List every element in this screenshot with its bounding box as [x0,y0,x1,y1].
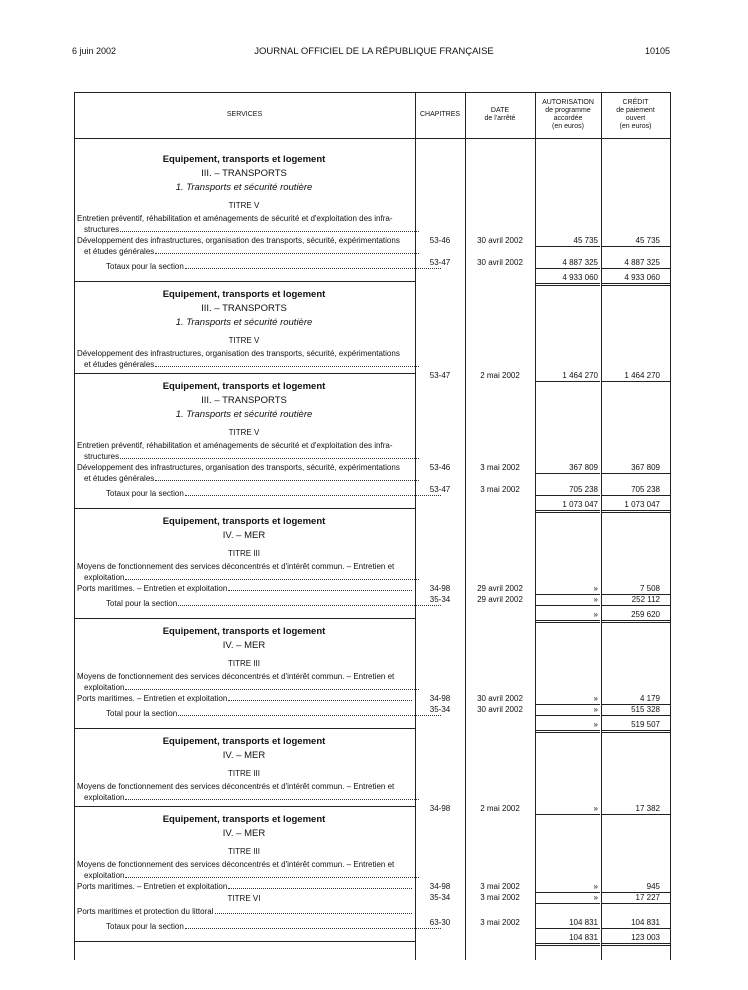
titre-label: TITRE III [228,769,260,778]
credit-cell: 367 809 [602,462,670,474]
total-autorisation: 104 831 [536,932,600,946]
service-row [74,440,670,451]
titre-label: TITRE VI [227,894,261,903]
date-cell: 29 avril 2002 [477,595,523,604]
total-autorisation: 1 073 047 [536,499,600,513]
service-label [74,572,420,583]
service-row [74,781,670,792]
credit-cell: 1 464 270 [602,370,670,382]
service-label-text: structures [84,452,120,461]
credit-cell: 7 508 [602,583,670,595]
dot-leader [228,693,412,701]
service-row [74,561,670,572]
total-row [74,921,670,942]
credit-cell: 104 831 [602,917,670,929]
dot-leader [185,261,441,269]
header-date: 6 juin 2002 [72,46,117,56]
titre-label: TITRE III [228,659,260,668]
section-division: IV. – MER [222,640,266,651]
chapitre-cell: 35-34 [429,595,451,604]
service-label-text: et études générales [84,247,155,256]
service-row [74,671,670,682]
service-label-line: Moyens de fonctionnement des services déconcentrés et d'intérêt commun. – Entretien et [77,672,395,681]
service-row [74,462,670,473]
dot-leader [155,359,419,367]
block-rule [74,941,415,942]
col-header-chapitres: CHAPITRES [419,111,461,118]
total-label-text: Totaux pour la section [106,489,184,498]
total-credit: 123 003 [602,932,670,946]
service-label-line: Développement des infrastructures, organisation des transports, sécurité, expérimentations [77,236,400,245]
dot-leader [228,583,412,591]
total-label [74,261,442,272]
autorisation-cell: » [536,704,600,716]
section-ministry: Equipement, transports et logement [162,516,326,527]
total-credit: 519 507 [602,719,670,733]
service-label-line: Moyens de fonctionnement des services déconcentrés et d'intérêt commun. – Entretien et [77,860,395,869]
date-cell: 30 avril 2002 [477,258,523,267]
credit-cell: 4 887 325 [602,257,670,269]
credit-cell: 17 382 [602,803,670,815]
dot-leader [215,906,413,914]
titre-label: TITRE V [228,428,260,437]
total-label [74,921,442,932]
date-cell: 29 avril 2002 [477,584,523,593]
service-label [74,682,420,693]
credit-cell: 515 328 [602,704,670,716]
date-cell: 3 mai 2002 [480,485,520,494]
service-row [74,859,670,870]
service-label-line: Moyens de fonctionnement des services déconcentrés et d'intérêt commun. – Entretien et [77,782,395,791]
section-program: 1. Transports et sécurité routière [175,317,313,328]
service-label-text: Ports maritimes. – Entretien et exploitation [77,584,228,593]
service-label [74,906,413,917]
chapitre-cell: 53-46 [429,463,451,472]
section-division: III. – TRANSPORTS [201,168,287,179]
service-label-text: et études générales [84,360,155,369]
service-label-line: Entretien préventif, réhabilitation et aménagements de sécurité et d'exploitation des infra- [77,214,393,223]
dot-leader [155,246,419,254]
service-label [74,451,420,462]
service-row [74,792,670,813]
autorisation-cell: 367 809 [536,462,600,474]
table-body [74,139,670,942]
chapitre-cell: 34-98 [429,804,451,813]
total-label-text: Total pour la section [106,599,178,608]
service-label-text: et études générales [84,474,155,483]
credit-cell: 945 [602,881,670,893]
dot-leader [120,451,419,459]
total-row [74,708,670,729]
service-label-text: Ports maritimes et protection du littoral [77,907,214,916]
section-division: III. – TRANSPORTS [201,303,287,314]
col-header-date: DATE de l'arrêté [484,107,516,122]
service-label [74,792,420,803]
date-cell: 3 mai 2002 [480,463,520,472]
total-label-text: Total pour la section [106,709,178,718]
date-cell: 30 avril 2002 [477,236,523,245]
autorisation-cell: 4 887 325 [536,257,600,269]
service-label [74,359,420,370]
dot-leader [125,682,419,690]
autorisation-cell: 1 464 270 [536,370,600,382]
dot-leader [185,921,441,929]
dot-leader [178,708,441,716]
total-label [74,488,442,499]
service-label-line: Développement des infrastructures, organisation des transports, sécurité, expérimentations [77,463,400,472]
autorisation-cell: » [536,881,600,893]
titre-label: TITRE III [228,847,260,856]
total-label-text: Totaux pour la section [106,922,184,931]
date-cell: 3 mai 2002 [480,882,520,891]
total-label [74,708,442,719]
page-number: 10105 [644,46,670,56]
dot-leader [155,473,419,481]
service-label [74,693,413,704]
service-label-text: exploitation [84,573,125,582]
total-credit: 259 620 [602,609,670,623]
section-division: III. – TRANSPORTS [201,395,287,406]
section-ministry: Equipement, transports et logement [162,381,326,392]
credits-table [74,92,670,960]
chapitre-cell: 34-98 [429,584,451,593]
section-division: IV. – MER [222,530,266,541]
total-label-text: Totaux pour la section [106,262,184,271]
credit-cell: 17 227 [602,892,670,904]
total-row [74,488,670,509]
credit-cell: 45 735 [602,235,670,247]
service-label-line: Développement des infrastructures, organisation des transports, sécurité, expérimentations [77,349,400,358]
date-cell: 2 mai 2002 [480,804,520,813]
credit-cell: 4 179 [602,693,670,705]
section-ministry: Equipement, transports et logement [162,154,326,165]
section-ministry: Equipement, transports et logement [162,814,326,825]
autorisation-cell: » [536,892,600,904]
spacer [74,139,670,153]
service-row [74,359,670,380]
titre-label: TITRE V [228,201,260,210]
section-program: 1. Transports et sécurité routière [175,409,313,420]
dot-leader [228,881,412,889]
col-rule [670,92,671,960]
chapitre-cell: 35-34 [429,705,451,714]
service-row [74,235,670,246]
service-label-line: Moyens de fonctionnement des services déconcentrés et d'intérêt commun. – Entretien et [77,562,395,571]
col-header-services: SERVICES [226,111,263,118]
autorisation-cell: 45 735 [536,235,600,247]
section-program: 1. Transports et sécurité routière [175,182,313,193]
service-label-text: exploitation [84,871,125,880]
total-label [74,598,442,609]
service-label [74,583,413,594]
chapitre-cell: 34-98 [429,882,451,891]
total-autorisation: » [536,719,600,733]
service-label-text: Ports maritimes. – Entretien et exploitation [77,882,228,891]
section-ministry: Equipement, transports et logement [162,626,326,637]
total-row [74,261,670,282]
chapitre-cell: 53-47 [429,485,451,494]
chapitre-cell: 63-30 [429,918,451,927]
total-credit: 1 073 047 [602,499,670,513]
credit-cell: 252 112 [602,594,670,606]
dot-leader [125,792,419,800]
journal-title: JOURNAL OFFICIEL DE LA RÉPUBLIQUE FRANÇAISE [254,46,494,57]
date-cell: 3 mai 2002 [480,918,520,927]
service-label [74,473,420,484]
service-label [74,224,420,235]
total-autorisation: » [536,609,600,623]
autorisation-cell: » [536,693,600,705]
service-label-line: Entretien préventif, réhabilitation et aménagements de sécurité et d'exploitation des infra- [77,441,393,450]
date-cell: 30 avril 2002 [477,694,523,703]
service-row [74,348,670,359]
service-label [74,881,413,892]
autorisation-cell: 705 238 [536,484,600,496]
chapitre-cell: 53-47 [429,371,451,380]
chapitre-cell: 53-46 [429,236,451,245]
dot-leader [120,224,419,232]
section-ministry: Equipement, transports et logement [162,289,326,300]
section-ministry: Equipement, transports et logement [162,736,326,747]
total-row [74,598,670,619]
service-label-text: exploitation [84,683,125,692]
total-autorisation: 4 933 060 [536,272,600,286]
chapitre-cell: 34-98 [429,694,451,703]
dot-leader [185,488,441,496]
section-division: IV. – MER [222,750,266,761]
titre-label: TITRE V [228,336,260,345]
chapitre-cell: 35-34 [429,893,451,902]
service-label-text: structures [84,225,120,234]
autorisation-cell: » [536,803,600,815]
autorisation-cell: » [536,594,600,606]
section-division: IV. – MER [222,828,266,839]
service-label [74,246,420,257]
service-label [74,870,420,881]
dot-leader [125,572,419,580]
col-header-credit: CRÉDIT de paiement ouvert (en euros) [616,99,655,130]
col-header-autorisation: AUTORISATION de programme accordée (en euros) [542,99,594,130]
date-cell: 3 mai 2002 [480,893,520,902]
service-label-text: Ports maritimes. – Entretien et exploitation [77,694,228,703]
dot-leader [178,598,441,606]
titre-label: TITRE III [228,549,260,558]
date-cell: 2 mai 2002 [480,371,520,380]
service-label-text: exploitation [84,793,125,802]
date-cell: 30 avril 2002 [477,705,523,714]
total-credit: 4 933 060 [602,272,670,286]
service-row [74,213,670,224]
autorisation-cell: » [536,583,600,595]
dot-leader [125,870,419,878]
credit-cell: 705 238 [602,484,670,496]
chapitre-cell: 53-47 [429,258,451,267]
autorisation-cell: 104 831 [536,917,600,929]
